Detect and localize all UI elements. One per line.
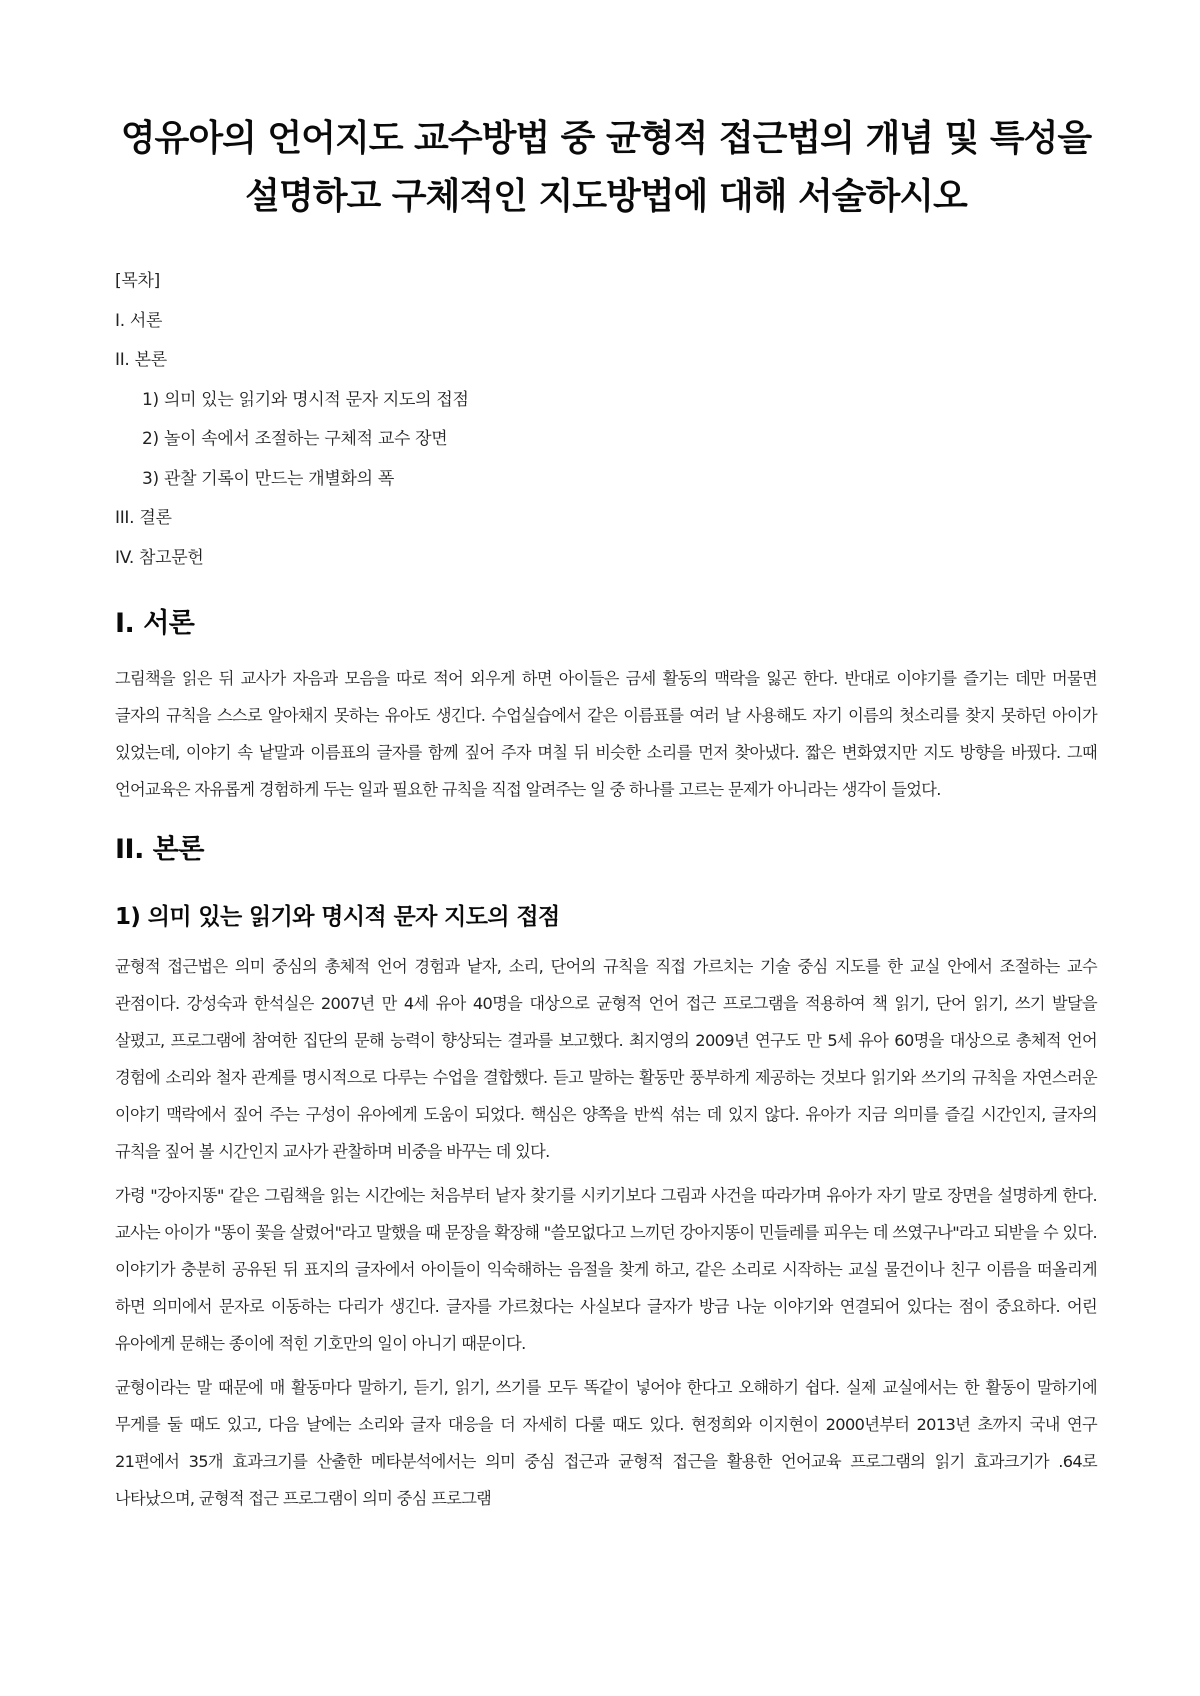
document-title: 영유아의 언어지도 교수방법 중 균형적 접근법의 개념 및 특성을 설명하고 구체적인 지도방법에 대해 서술하시오 [120,118,1092,217]
toc-item-main-body: II. 본론 [115,350,167,370]
toc-item-introduction: I. 서론 [115,310,163,331]
document-page [115,110,1097,1524]
body-paragraph: 균형적 접근법은 의미 중심의 총체적 언어 경험과 낱자, 소리, 단어의 규칙을 직접 가르치는 기술 중심 지도를 한 교실 안에서 조절하는 교수 관점이다. 강성숙과 한석실은 2007년 만 4세 유아 40명을 대상으로 균형적 언어 접근 프로그램을 적용하여 책 읽기, 단어 읽기, 쓰기 발달을 살폈고, 프로그램에 참여한 집단의 문해 능력이 향상되는 결과를 보고했다. 최지영의 2009년 연구도 만 5세 유아 60명을 대상으로 총체적 언어 경험에 소리와 철자 관계를 명시적으로 다루는 수업을 결합했다. 듣고 말하는 활동만 풍부하게 제공하는 것보다 읽기와 쓰기의 규칙을 자연스러운 이야기 맥락에서 짚어 주는 구성이 유아에게 도움이 되었다. 핵심은 양쪽을 반씩 섞는 데 있지 않다. 유아가 지금 의미를 즐길 시간인지, 글자의 규칙을 짚어 볼 시간인지 교사가 관찰하며 비중을 바꾸는 데 있다. [115,957,1097,1161]
introduction-section [115,604,1097,808]
section-heading-introduction: I. 서론 [115,608,195,639]
main-body-section [115,830,1097,1517]
body-paragraph: 그림책을 읽은 뒤 교사가 자음과 모음을 따로 적어 외우게 하면 아이들은 금세 활동의 맥락을 잃곤 한다. 반대로 이야기를 즐기는 데만 머물면 글자의 규칙을 스스로 알아채지 못하는 유아도 생긴다. 수업실습에서 같은 이름표를 여러 날 사용해도 자기 이름의 첫소리를 찾지 못하던 아이가 있었는데, 이야기 속 낱말과 이름표의 글자를 함께 짚어 주자 며칠 뒤 비슷한 소리를 먼저 찾아냈다. 짧은 변화였지만 지도 방향을 바꿨다. 그때 언어교육은 자유롭게 경험하게 두는 일과 필요한 규칙을 직접 알려주는 일 중 하나를 고르는 문제가 아니라는 생각이 들었다. [115,669,1097,799]
toc-item-conclusion: III. 결론 [115,508,172,528]
toc-subitem-1: 1) 의미 있는 읽기와 명시적 문자 지도의 접점 [142,389,469,410]
body-paragraph: 가령 "강아지똥" 같은 그림책을 읽는 시간에는 처음부터 낱자 찾기를 시키기보다 그림과 사건을 따라가며 유아가 자기 말로 장면을 설명하게 한다. 교사는 아이가 "똥이 꽃을 살렸어"라고 말했을 때 문장을 확장해 "쓸모없다고 느끼던 강아지똥이 민들레를 피우는 데 쓰였구나"라고 되받을 수 있다. 이야기가 충분히 공유된 뒤 표지의 글자에서 아이들이 익숙해하는 음절을 찾게 하고, 같은 소리로 시작하는 교실 물건이나 친구 이름을 떠올리게 하면 의미에서 문자로 이동하는 다리가 생긴다. 글자를 가르쳤다는 사실보다 글자가 방금 나눈 이야기와 연결되어 있다는 점이 중요하다. 어린 유아에게 문해는 종이에 적힌 기호만의 일이 아니기 때문이다. [115,1186,1097,1353]
table-of-contents [115,262,1097,578]
toc-item-references: IV. 참고문헌 [115,547,204,568]
body-paragraph: 균형이라는 말 때문에 매 활동마다 말하기, 듣기, 읽기, 쓰기를 모두 똑같이 넣어야 한다고 오해하기 쉽다. 실제 교실에서는 한 활동이 말하기에 무게를 둘 때도 있고, 다음 날에는 소리와 글자 대응을 더 자세히 다룰 때도 있다. 현정희와 이지현이 2000년부터 2013년 초까지 국내 연구 21편에서 35개 효과크기를 산출한 메타분석에서는 의미 중심 접근과 균형적 접근을 활용한 언어교육 프로그램의 읽기 효과크기가 .64로 나타났으며, 균형적 접근 프로그램이 의미 중심 프로그램 [115,1378,1097,1508]
toc-heading: [목차] [115,271,160,291]
toc-subitem-3: 3) 관찰 기록이 만드는 개별화의 폭 [142,468,394,489]
subsection-heading-1: 1) 의미 있는 읽기와 명시적 문자 지도의 접점 [115,904,560,930]
section-heading-main-body: II. 본론 [115,834,204,865]
toc-subitem-2: 2) 놀이 속에서 조절하는 구체적 교수 장면 [142,429,448,449]
